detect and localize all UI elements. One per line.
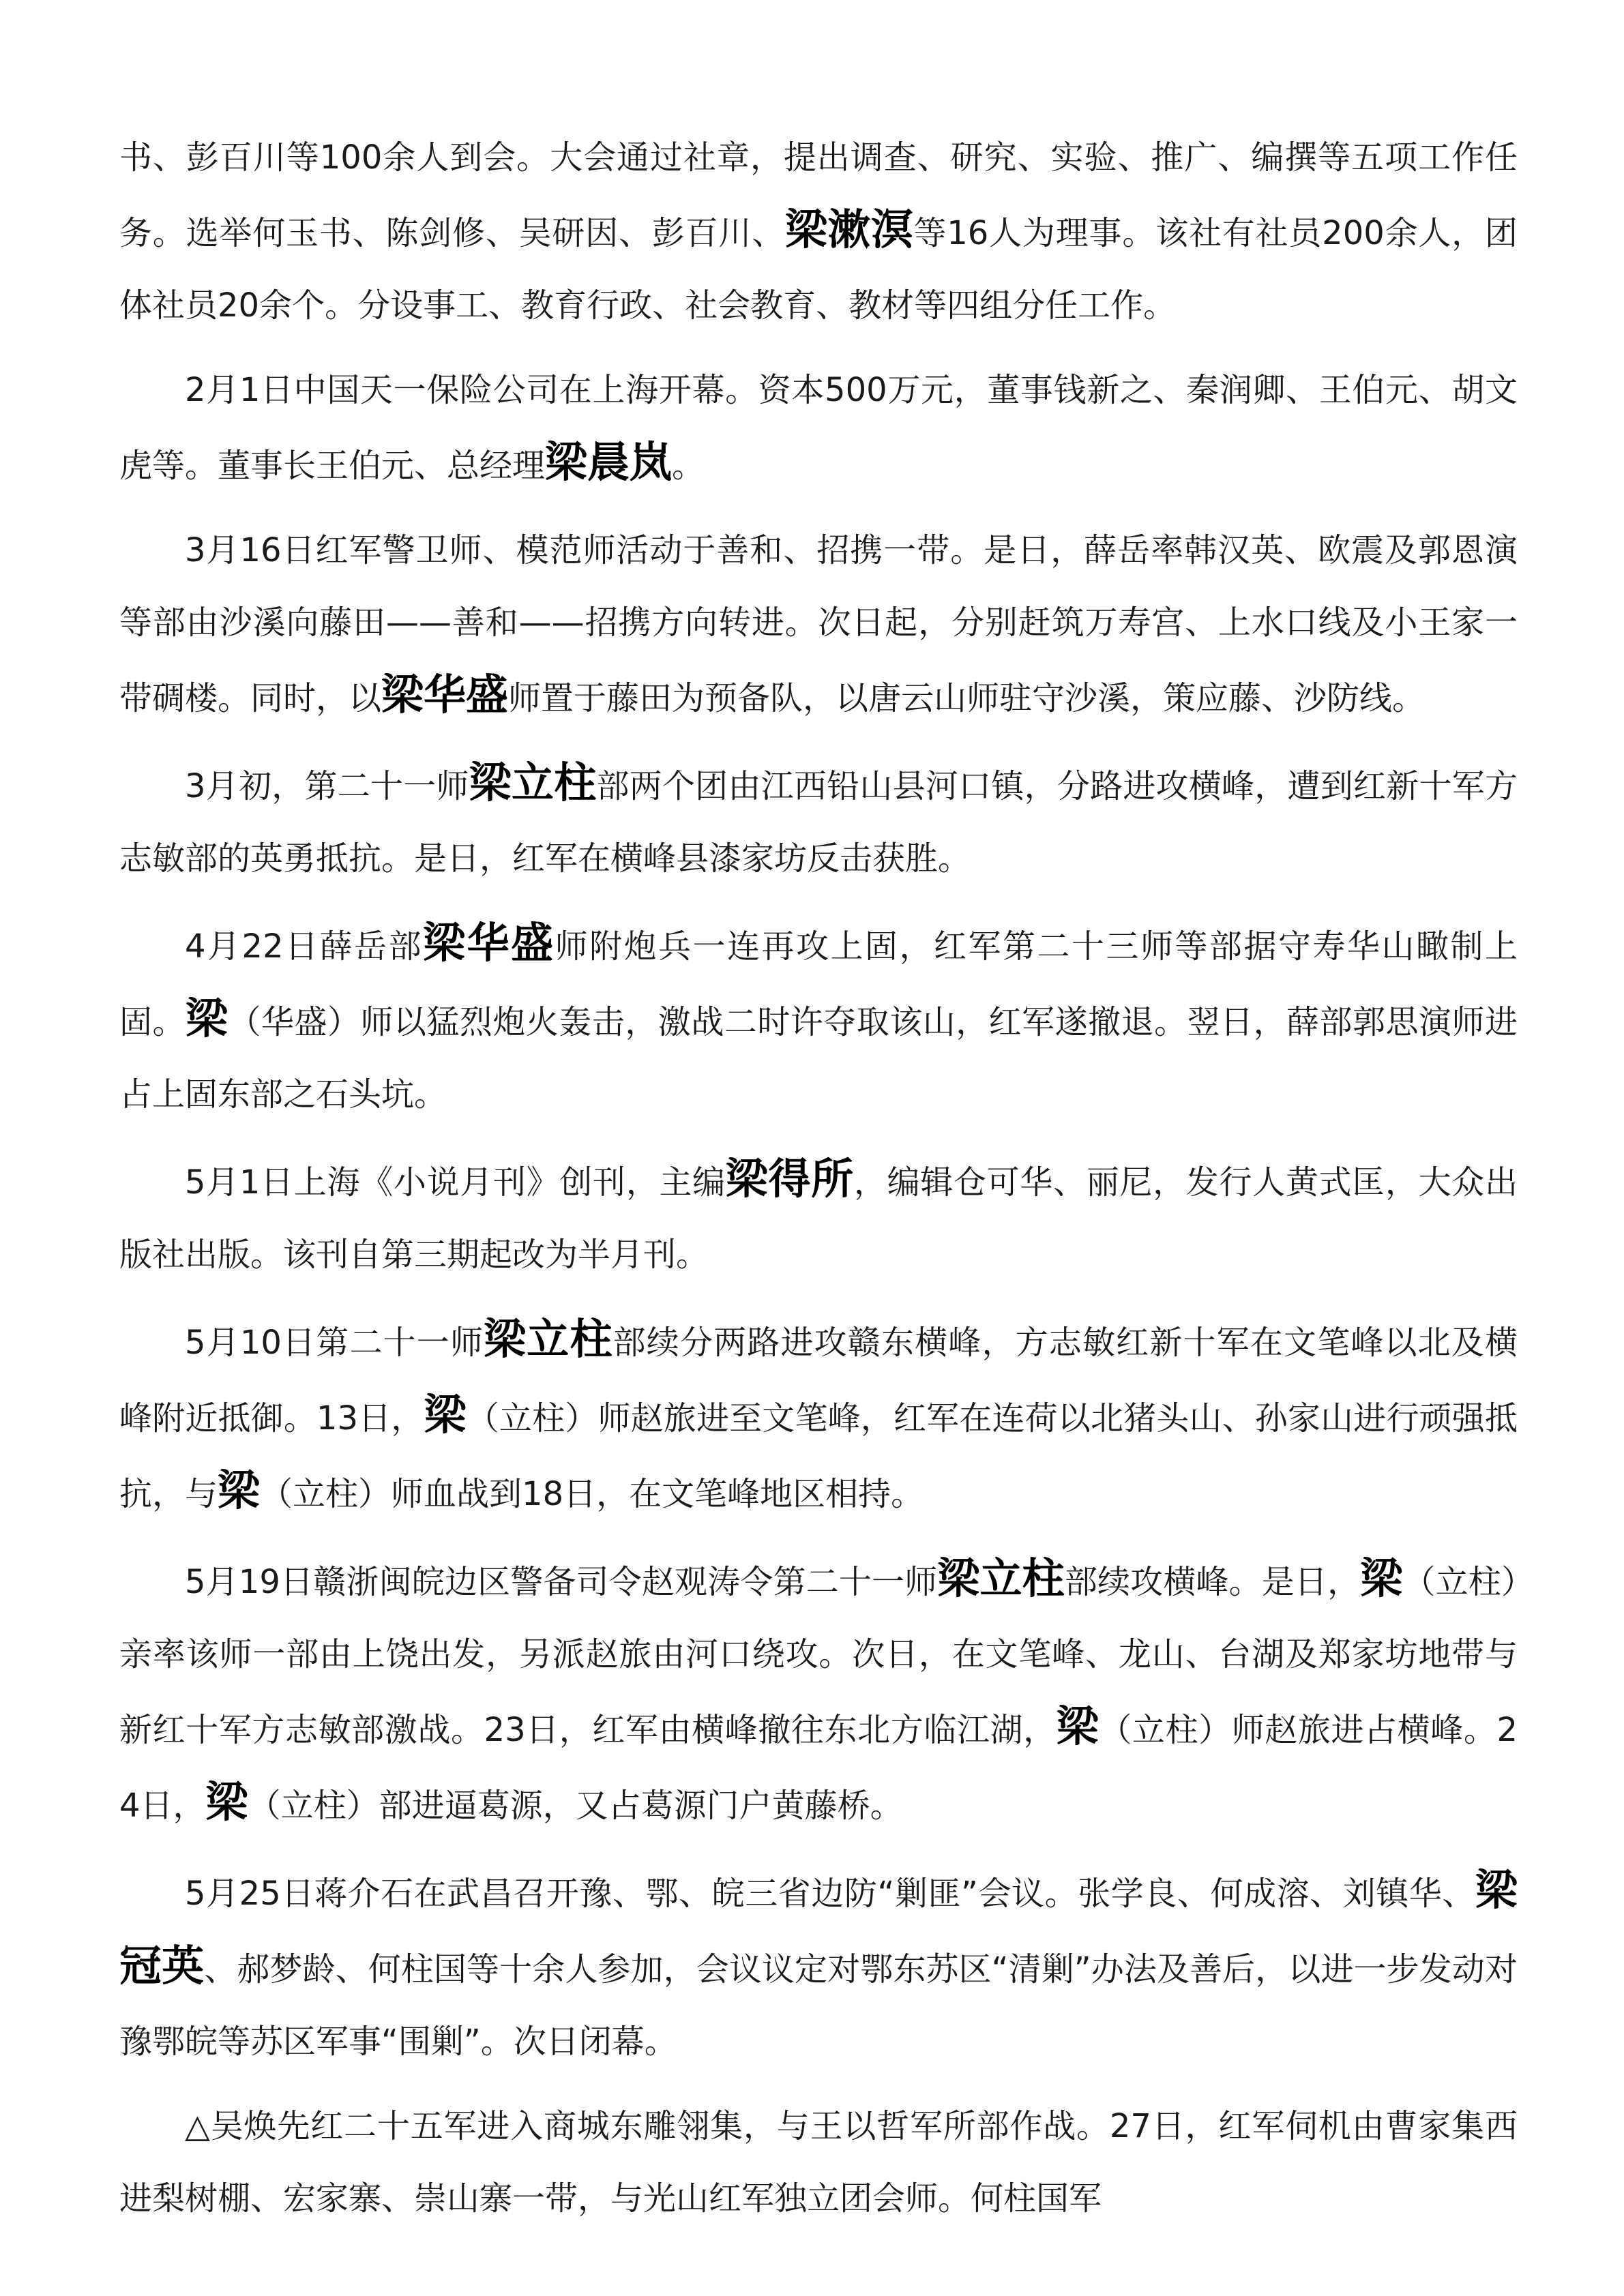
- highlighted-name: 梁立柱: [937, 1553, 1065, 1603]
- text-segment: 5月10日第二十一师: [185, 1324, 484, 1362]
- paragraph: [119, 354, 1518, 502]
- highlighted-name: 梁: [1056, 1701, 1099, 1751]
- paragraph: [119, 121, 1518, 342]
- paragraph: [119, 514, 1518, 734]
- text-segment: 等16人为理事。该社有社员200余人，团体社员20余个。分设事工、教育行政、社会教育、教材等四组分任工作。: [119, 214, 1518, 325]
- text-segment: 3月16日红军警卫师、模范师活动于善和、招携一带。是日，薛岳率韩汉英、欧震及郭恩演等部由沙溪向藤田——善和——招携方向转进。次日起，分别赶筑万寿宫、上水口线及小王家一带碉楼。同时，以: [119, 531, 1518, 717]
- text-segment: 部续分两路进攻赣东横峰，方志敏红新十军在文笔峰以北及横峰附近抵御。13日，: [119, 1324, 1518, 1437]
- text-segment: 4月22日薛岳部: [185, 927, 424, 966]
- highlighted-name: 梁得所: [725, 1154, 854, 1204]
- text-segment: 。: [672, 447, 705, 485]
- paragraph: [119, 1854, 1518, 2078]
- text-segment: 5月19日赣浙闽皖边区警备司令赵观涛令第二十一师: [185, 1563, 938, 1601]
- highlighted-name: 梁华盛: [423, 918, 555, 968]
- highlighted-name: 梁: [218, 1465, 261, 1515]
- paragraph: [119, 1542, 1518, 1842]
- document-page: [119, 121, 1518, 2235]
- text-segment: （立柱）师赵旅进占横峰。24日，: [119, 1711, 1518, 1825]
- text-segment: 、郝梦龄、何柱国等十余人参加，会议议定对鄂东苏区“清剿”办法及善后，以进一步发动对豫鄂皖等苏区军事“围剿”。次日闭幕。: [119, 1950, 1518, 2061]
- highlighted-name: 梁华盛: [381, 670, 509, 719]
- text-segment: 部两个团由江西铅山县河口镇，分路进攻横峰，遭到红新十军方志敏部的英勇抵抗。是日，红军在横峰县漆家坊反击获胜。: [119, 767, 1518, 878]
- highlighted-name: 梁立柱: [469, 758, 597, 807]
- highlighted-name: 梁晨岚: [545, 437, 673, 487]
- text-segment: 5月25日蒋介石在武昌召开豫、鄂、皖三省边防“剿匪”会议。张学良、何成溶、刘镇华、: [185, 1875, 1475, 1913]
- text-segment: （立柱）亲率该师一部由上饶出发，另派赵旅由河口绕攻。次日，在文笔峰、龙山、台湖及郑家坊地带与新红十军方志敏部激战。23日，红军由横峰撤往东北方临江湖，: [119, 1563, 1518, 1749]
- highlighted-name: 梁: [424, 1390, 467, 1440]
- highlighted-name: 梁: [185, 994, 228, 1043]
- highlighted-name: 梁: [1360, 1553, 1403, 1603]
- paragraph: [119, 747, 1518, 895]
- highlighted-name: 梁冠英: [119, 1865, 1518, 1991]
- text-segment: 3月初，第二十一师: [185, 767, 469, 805]
- paragraph: [119, 1143, 1518, 1291]
- text-segment: （立柱）部进逼葛源，又占葛源门户黄藤桥。: [248, 1787, 903, 1825]
- paragraph: [119, 907, 1518, 1131]
- text-segment: 2月1日中国天一保险公司在上海开幕。资本500万元，董事钱新之、秦润卿、王伯元、胡文虎等。董事长王伯元、总经理: [119, 371, 1518, 485]
- text-segment: ，编辑仓可华、丽尼，发行人黄式匡，大众出版社出版。该刊自第三期起改为半月刊。: [119, 1163, 1518, 1274]
- text-segment: （立柱）师血战到18日，在文笔峰地区相持。: [260, 1475, 924, 1513]
- text-segment: （立柱）师赵旅进至文笔峰，红军在连荷以北猪头山、孙家山进行顽强抵抗，与: [119, 1399, 1518, 1513]
- paragraph: [119, 1303, 1518, 1530]
- text-segment: 师附炮兵一连再攻上固，红军第二十三师等部据守寿华山瞰制上固。: [119, 927, 1518, 1041]
- text-segment: （华盛）师以猛烈炮火轰击，激战二时许夺取该山，红军遂撤退。翌日，薛部郭思演师进占上固东部之石头坑。: [119, 1003, 1518, 1114]
- text-segment: 师置于藤田为预备队，以唐云山师驻守沙溪，策应藤、沙防线。: [508, 679, 1426, 717]
- highlighted-name: 梁漱溟: [785, 205, 914, 254]
- highlighted-name: 梁立柱: [484, 1314, 613, 1364]
- text-segment: 部续攻横峰。是日，: [1064, 1563, 1361, 1601]
- text-segment: 书、彭百川等100余人到会。大会通过社章，提出调查、研究、实验、推广、编撰等五项工作任务。选举何玉书、陈剑修、吴研因、彭百川、: [119, 138, 1518, 252]
- text-segment: 5月1日上海《小说月刊》创刊，主编: [185, 1163, 726, 1202]
- text-segment: △吴焕先红二十五军进入商城东雕翎集，与王以哲军所部作战。27日，红军伺机由曹家集西进梨树棚、宏家寨、崇山寨一带，与光山红军独立团会师。何柱国军: [119, 2107, 1518, 2218]
- highlighted-name: 梁: [205, 1777, 248, 1827]
- paragraph: [119, 2090, 1518, 2235]
